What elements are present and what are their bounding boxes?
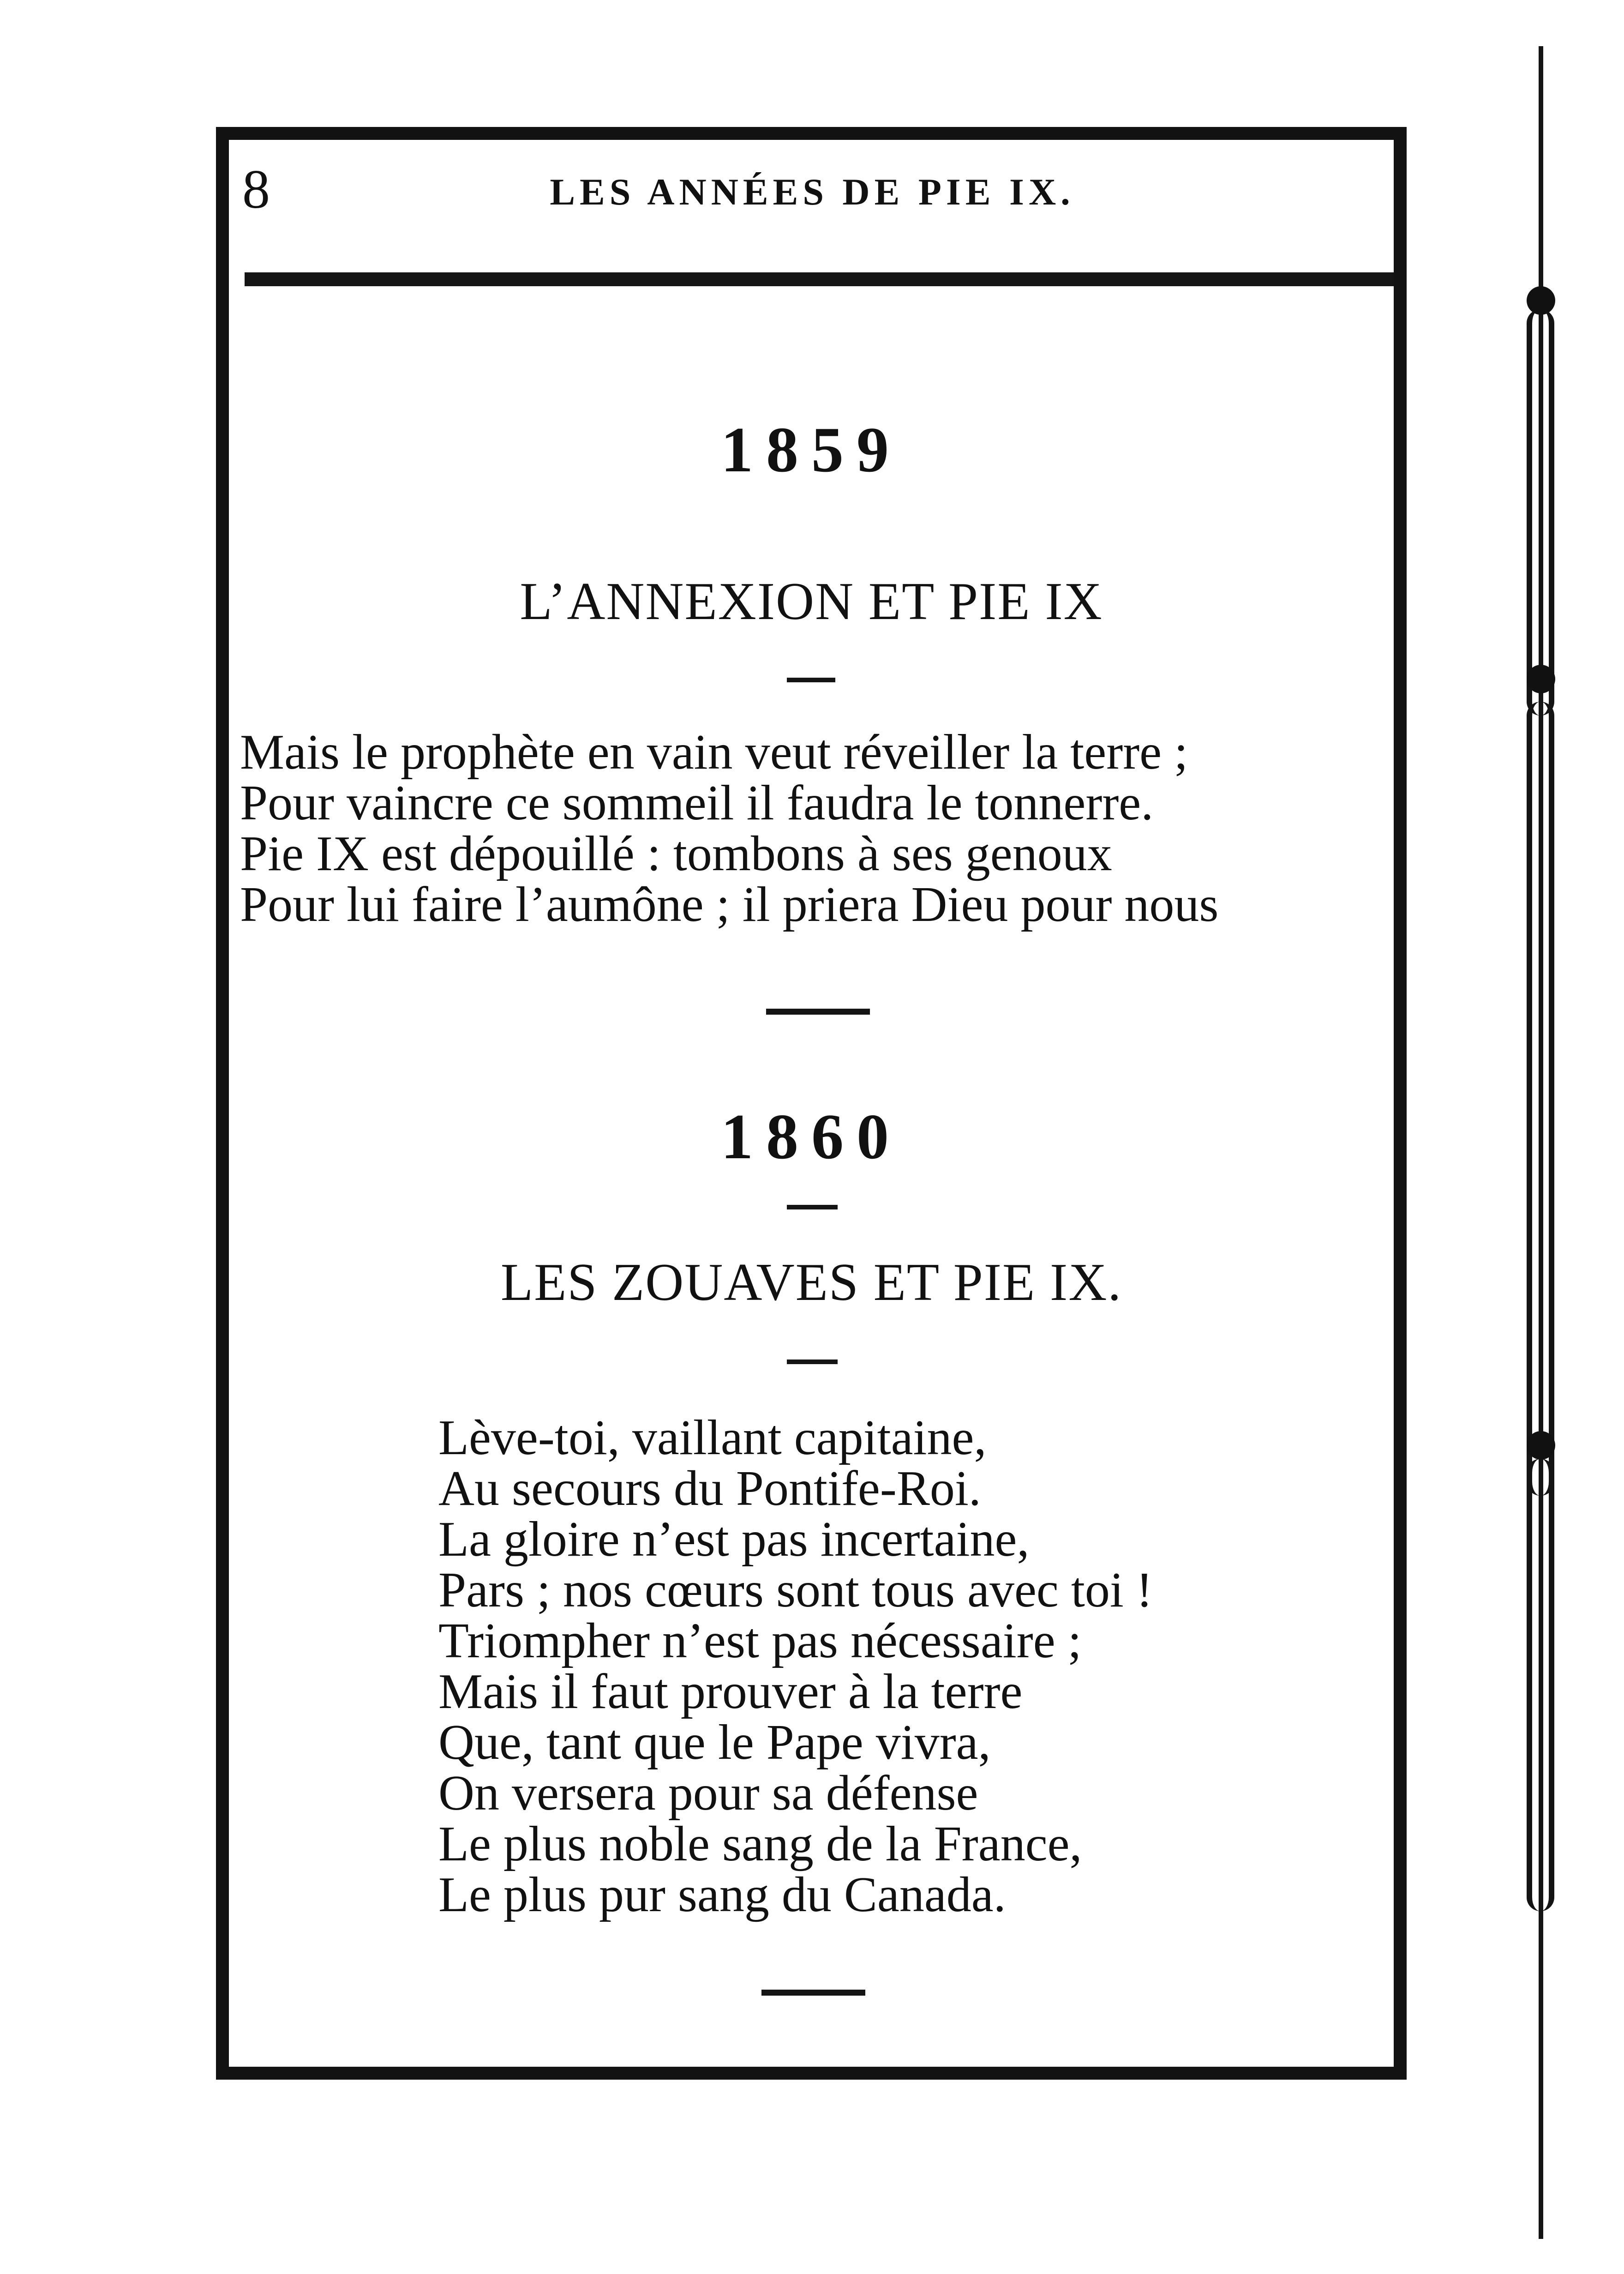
section-separator — [766, 1009, 870, 1015]
end-separator — [761, 1990, 865, 1996]
poem-stanza-1859 — [240, 727, 1218, 930]
poem-line: Le plus noble sang de la France, — [438, 1817, 1082, 1871]
title-separator — [787, 1360, 838, 1364]
section-title-annexion: L’ANNEXION ET PIE IX — [520, 572, 1103, 631]
year-separator — [787, 1205, 838, 1209]
year-heading-1859: 1859 — [721, 414, 902, 486]
ribbon-loop — [1527, 702, 1554, 1496]
section-title-zouaves: LES ZOUAVES ET PIE IX. — [500, 1253, 1122, 1311]
ribbon-loop — [1527, 1459, 1554, 1911]
poem-stanza-1860 — [438, 1410, 1153, 1922]
poem-line: On versera pour sa défense — [438, 1766, 978, 1821]
year-heading-1860: 1860 — [721, 1101, 902, 1173]
running-title: LES ANNÉES DE PIE IX. — [550, 171, 1075, 213]
poem-line: Pars ; nos cœurs sont tous avec toi ! — [438, 1563, 1153, 1618]
ribbon-knot — [1527, 665, 1555, 693]
poem-line: Pour lui faire l’aumône ; il priera Dieu pour nous — [240, 877, 1219, 932]
header-rule — [245, 272, 1394, 286]
binding-ribbon — [1527, 46, 1554, 2239]
poem-line: Mais le prophète en vain veut réveiller la terre ; — [240, 725, 1188, 780]
ribbon-knot — [1527, 1431, 1555, 1460]
poem-line: Le plus pur sang du Canada. — [438, 1867, 1006, 1922]
poem-line: Pie IX est dépouillé : tombons à ses genoux — [240, 826, 1112, 881]
poem-line: Lève-toi, vaillant capitaine, — [438, 1410, 987, 1465]
poem-line: La gloire n’est pas incertaine, — [438, 1512, 1030, 1567]
poem-line: Que, tant que le Pape vivra, — [438, 1715, 991, 1770]
poem-line: Triompher n’est pas nécessaire ; — [438, 1613, 1082, 1668]
poem-line: Au secours du Pontife-Roi. — [438, 1461, 981, 1516]
ribbon-loop — [1527, 309, 1554, 716]
title-separator — [787, 678, 835, 682]
poem-line: Mais il faut prouver à la terre — [438, 1664, 1023, 1719]
poem-line: Pour vaincre ce sommeil il faudra le tonnerre. — [240, 776, 1154, 830]
page-number: 8 — [242, 158, 270, 220]
